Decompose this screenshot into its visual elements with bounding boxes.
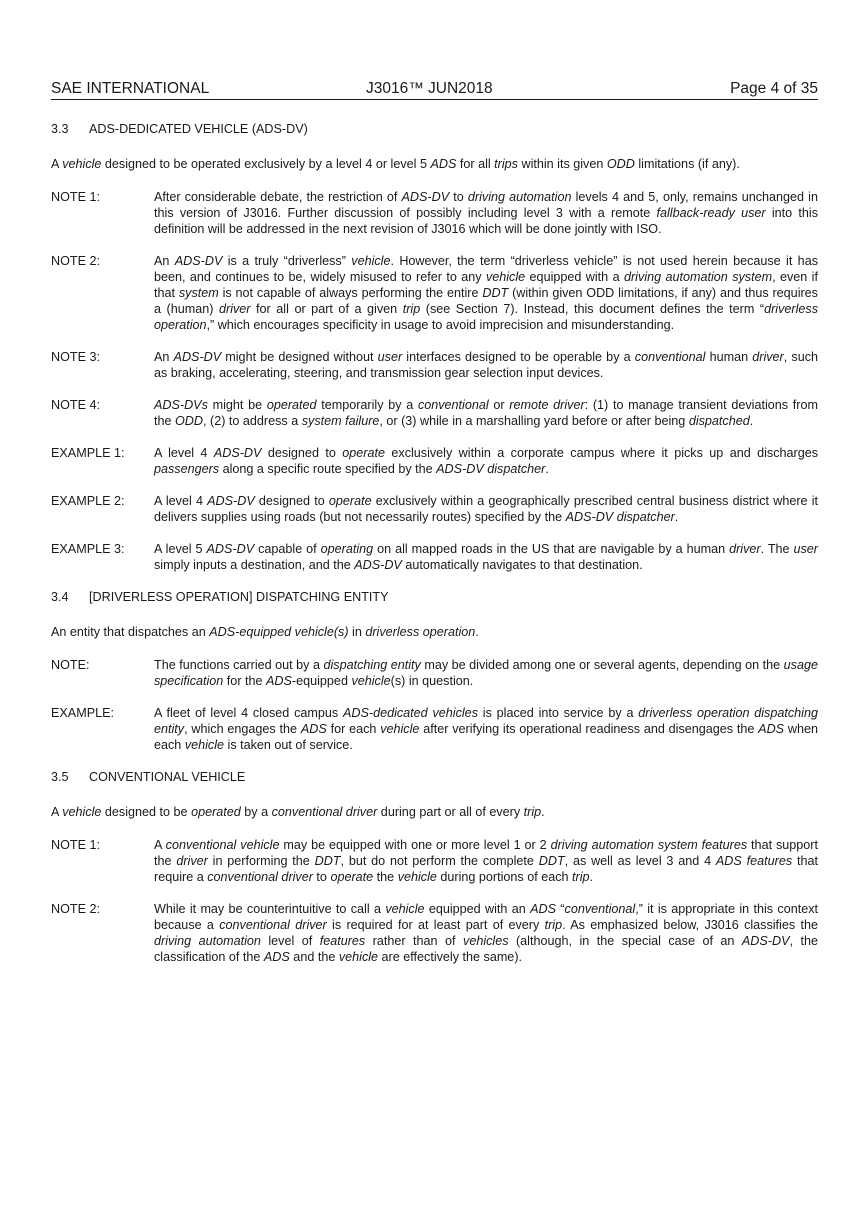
example-item	[51, 541, 818, 573]
section-number: 3.4	[51, 590, 69, 604]
item-label: NOTE 2:	[51, 902, 100, 916]
note-item	[51, 189, 818, 237]
header-document-id: J3016™ JUN2018	[366, 80, 493, 97]
header-page-number: Page 4 of 35	[730, 80, 818, 97]
section-heading	[51, 769, 818, 785]
section-definition: An entity that dispatches an ADS-equipped vehicle(s) in driverless operation.	[51, 625, 479, 639]
item-text: The functions carried out by a dispatching entity may be divided among one or several agents, depending on the usage specification for the ADS-equipped vehicle(s) in question.	[154, 658, 818, 688]
section-number: 3.3	[51, 122, 69, 136]
section-definition: A vehicle designed to be operated by a conventional driver during part or all of every trip.	[51, 805, 545, 819]
item-label: NOTE 1:	[51, 190, 100, 204]
item-label: NOTE 4:	[51, 398, 100, 412]
note-item	[51, 253, 818, 333]
note-item	[51, 837, 818, 885]
note-item	[51, 901, 818, 965]
item-text: A level 4 ADS-DV designed to operate exclusively within a geographically prescribed central business district where it delivers supplies using roads (but not necessarily routes) specified by the ADS-DV dispatcher.	[154, 494, 818, 524]
item-label: NOTE 1:	[51, 838, 100, 852]
header-organization: SAE INTERNATIONAL	[51, 80, 210, 97]
item-label: NOTE 2:	[51, 254, 100, 268]
item-text: A level 5 ADS-DV capable of operating on all mapped roads in the US that are navigable by a human driver. The user simply inputs a destination, and the ADS-DV automatically navigates to that destination.	[154, 542, 818, 572]
item-text: A fleet of level 4 closed campus ADS-dedicated vehicles is placed into service by a driverless operation dispatching entity, which engages the ADS for each vehicle after verifying its operational readiness and disengages the ADS when each vehicle is taken out of service.	[154, 706, 818, 752]
document-body	[51, 121, 818, 981]
section-number: 3.5	[51, 770, 69, 784]
page-header	[51, 79, 818, 100]
section-heading	[51, 589, 818, 605]
item-label: NOTE:	[51, 658, 90, 672]
item-text: An ADS-DV is a truly “driverless” vehicle. However, the term “driverless vehicle” is not used herein because it has been, and continues to be, widely misused to refer to any vehicle equipped with a driving automation system, even if that system is not capable of always performing the entire DDT (within given ODD limitations, if any) and thus requires a (human) driver for all or part of a given trip (see Section 7). Instead, this document defines the term “driverless operation,” which encourages specificity in usage to avoid imprecision and misunderstanding.	[154, 254, 818, 332]
note-item	[51, 397, 818, 429]
item-label: EXAMPLE 1:	[51, 446, 125, 460]
item-label: EXAMPLE 3:	[51, 542, 125, 556]
item-label: EXAMPLE 2:	[51, 494, 125, 508]
note-item	[51, 349, 818, 381]
section-title: CONVENTIONAL VEHICLE	[89, 770, 246, 784]
section-title: [DRIVERLESS OPERATION] DISPATCHING ENTITY	[89, 590, 389, 604]
item-text: A conventional vehicle may be equipped with one or more level 1 or 2 driving automation system features that support the driver in performing the DDT, but do not perform the complete DDT, as well as level 3 and 4 ADS features that require a conventional driver to operate the vehicle during portions of each trip.	[154, 838, 818, 884]
section-title: ADS-DEDICATED VEHICLE (ADS-DV)	[89, 122, 308, 136]
item-text: ADS-DVs might be operated temporarily by a conventional or remote driver: (1) to manage transient deviations from the ODD, (2) to address a system failure, or (3) while in a marshalling yard before or after being dispatched.	[154, 398, 818, 428]
section-heading	[51, 121, 818, 137]
section-definition: A vehicle designed to be operated exclusively by a level 4 or level 5 ADS for all trips within its given ODD limitations (if any).	[51, 157, 740, 171]
item-label: EXAMPLE:	[51, 706, 114, 720]
item-text: An ADS-DV might be designed without user interfaces designed to be operable by a conventional human driver, such as braking, accelerating, steering, and transmission gear selection input devices.	[154, 350, 818, 380]
item-text: A level 4 ADS-DV designed to operate exclusively within a corporate campus where it picks up and discharges passengers along a specific route specified by the ADS-DV dispatcher.	[154, 446, 819, 476]
example-item	[51, 493, 818, 525]
item-label: NOTE 3:	[51, 350, 100, 364]
example-item	[51, 445, 818, 477]
note-item	[51, 657, 818, 689]
item-text: After considerable debate, the restriction of ADS-DV to driving automation levels 4 and 5, only, remains unchanged in this version of J3016. Further discussion of possibly including level 3 with a remote fallback-ready user into this definition will be addressed in the next revision of J3016 which will be done jointly with ISO.	[154, 190, 818, 236]
item-text: While it may be counterintuitive to call a vehicle equipped with an ADS “conventional,” it is appropriate in this context because a conventional driver is required for at least part of every trip. As emphasized below, J3016 classifies the driving automation level of features rather than of vehicles (although, in the special case of an ADS-DV, the classification of the ADS and the vehicle are effectively the same).	[154, 902, 818, 964]
example-item	[51, 705, 818, 753]
